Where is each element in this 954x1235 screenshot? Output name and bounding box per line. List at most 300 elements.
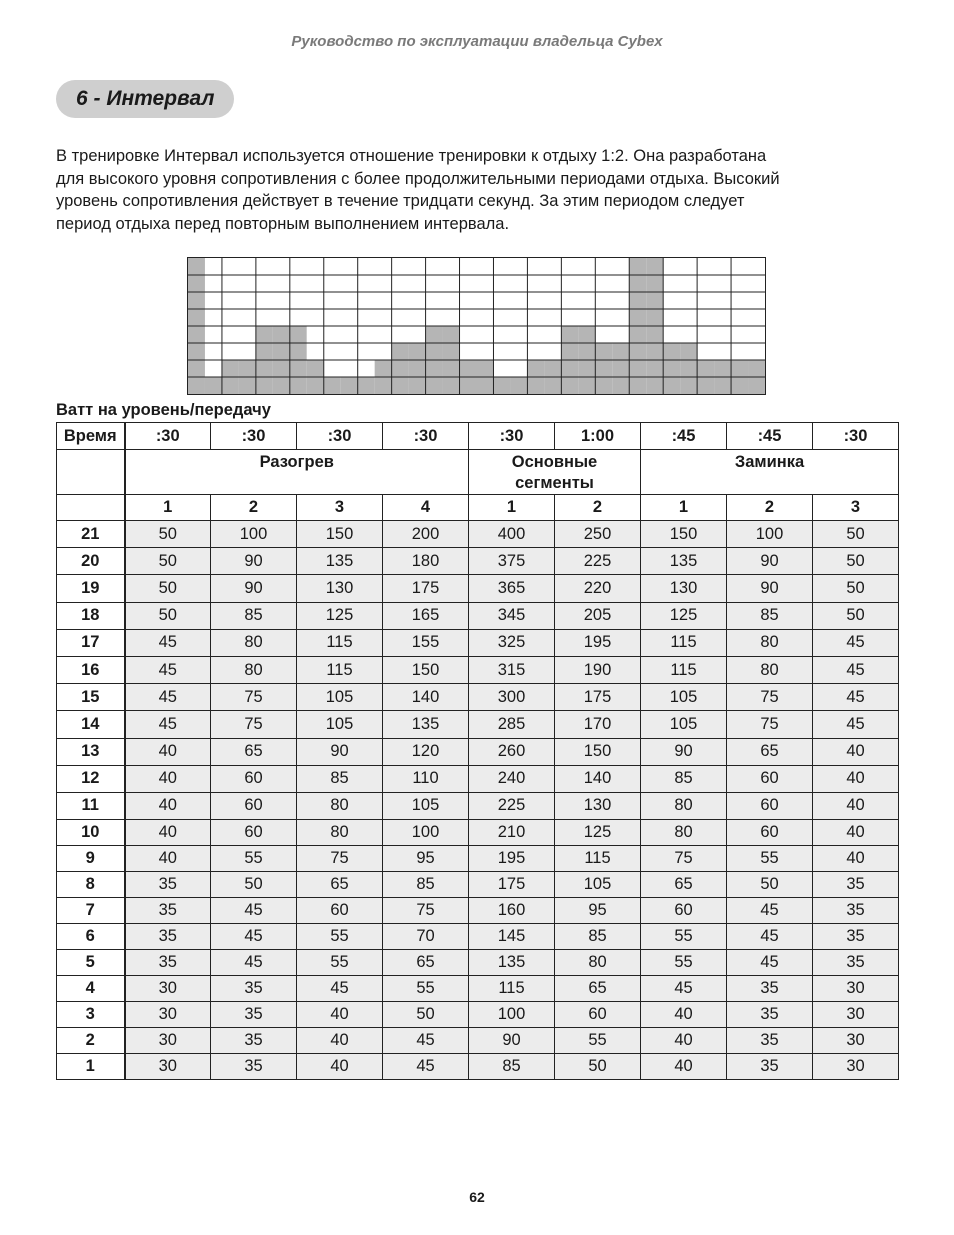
profile-bar-cell — [748, 360, 765, 377]
profile-empty-cell — [460, 258, 477, 275]
segment-cell: 1 — [469, 495, 555, 521]
watt-cell: 30 — [125, 1002, 211, 1028]
profile-empty-cell — [460, 292, 477, 309]
segment-cell: 2 — [555, 495, 641, 521]
profile-bar-cell — [544, 377, 561, 394]
profile-empty-cell — [731, 292, 748, 309]
profile-empty-cell — [527, 292, 544, 309]
profile-empty-cell — [307, 258, 324, 275]
watt-cell: 260 — [469, 738, 555, 765]
profile-bar-cell — [646, 275, 663, 292]
profile-empty-cell — [426, 258, 443, 275]
profile-empty-cell — [510, 309, 527, 326]
profile-empty-cell — [561, 275, 578, 292]
table-row — [57, 711, 899, 738]
profile-empty-cell — [731, 258, 748, 275]
watt-cell: 60 — [211, 792, 297, 819]
profile-bar-cell — [477, 377, 494, 394]
table-row — [57, 1002, 899, 1028]
profile-empty-cell — [222, 275, 239, 292]
profile-empty-cell — [205, 326, 222, 343]
segment-cell: 2 — [211, 495, 297, 521]
profile-empty-cell — [341, 360, 358, 377]
profile-empty-cell — [341, 309, 358, 326]
level-cell: 14 — [57, 711, 125, 738]
watt-cell: 45 — [211, 898, 297, 924]
profile-empty-cell — [544, 275, 561, 292]
profile-empty-cell — [375, 292, 392, 309]
profile-empty-cell — [392, 292, 409, 309]
watt-cell: 45 — [813, 711, 899, 738]
profile-bar-cell — [646, 377, 663, 394]
watt-cell: 205 — [555, 602, 641, 629]
profile-empty-cell — [493, 258, 510, 275]
profile-empty-cell — [443, 309, 460, 326]
profile-empty-cell — [392, 275, 409, 292]
watt-cell: 40 — [125, 820, 211, 846]
watt-cell: 85 — [469, 1054, 555, 1080]
level-cell: 4 — [57, 976, 125, 1002]
profile-empty-cell — [341, 275, 358, 292]
watt-cell: 155 — [383, 629, 469, 656]
table-row — [57, 765, 899, 792]
watt-cell: 135 — [297, 548, 383, 575]
watt-cell: 55 — [297, 950, 383, 976]
profile-bar-cell — [510, 377, 527, 394]
group-warmup: Разогрев — [125, 450, 469, 495]
profile-empty-cell — [290, 292, 307, 309]
profile-empty-cell — [205, 258, 222, 275]
profile-empty-cell — [358, 309, 375, 326]
profile-bar-cell — [646, 343, 663, 360]
profile-empty-cell — [544, 309, 561, 326]
profile-empty-cell — [239, 258, 256, 275]
watt-cell: 30 — [813, 976, 899, 1002]
profile-empty-cell — [527, 343, 544, 360]
profile-empty-cell — [544, 258, 561, 275]
profile-empty-cell — [697, 309, 714, 326]
watt-cell: 125 — [641, 602, 727, 629]
profile-empty-cell — [510, 275, 527, 292]
watt-cell: 115 — [297, 629, 383, 656]
profile-empty-cell — [409, 326, 426, 343]
profile-empty-cell — [544, 326, 561, 343]
watt-cell: 240 — [469, 765, 555, 792]
watt-cell: 100 — [211, 521, 297, 548]
watt-cell: 400 — [469, 521, 555, 548]
time-cell: :30 — [211, 423, 297, 450]
profile-empty-cell — [510, 343, 527, 360]
watt-cell: 75 — [297, 846, 383, 872]
profile-bar-cell — [341, 377, 358, 394]
profile-bar-cell — [375, 360, 392, 377]
profile-empty-cell — [697, 326, 714, 343]
profile-empty-cell — [731, 326, 748, 343]
profile-bar-cell — [663, 377, 680, 394]
profile-bar-cell — [188, 343, 205, 360]
profile-bar-cell — [646, 360, 663, 377]
group-row — [57, 450, 899, 495]
profile-empty-cell — [680, 275, 697, 292]
watt-cell: 175 — [555, 684, 641, 711]
watt-cell: 55 — [727, 846, 813, 872]
profile-bar-cell — [561, 360, 578, 377]
profile-empty-cell — [307, 326, 324, 343]
page-number: 62 — [469, 1189, 485, 1205]
profile-bar-cell — [290, 343, 307, 360]
segment-cell: 1 — [641, 495, 727, 521]
time-cell: 1:00 — [555, 423, 641, 450]
profile-empty-cell — [222, 343, 239, 360]
profile-empty-cell — [714, 343, 731, 360]
profile-bar-cell — [460, 377, 477, 394]
profile-empty-cell — [239, 343, 256, 360]
watt-cell: 45 — [297, 976, 383, 1002]
segment-cell: 4 — [383, 495, 469, 521]
watt-cell: 75 — [383, 898, 469, 924]
profile-bar-cell — [222, 377, 239, 394]
profile-empty-cell — [578, 275, 595, 292]
profile-bar-cell — [697, 360, 714, 377]
profile-empty-cell — [205, 292, 222, 309]
profile-empty-cell — [256, 258, 273, 275]
profile-bar-cell — [324, 377, 341, 394]
profile-bar-cell — [307, 377, 324, 394]
profile-empty-cell — [697, 343, 714, 360]
group-label-blank — [57, 450, 125, 495]
profile-empty-cell — [290, 309, 307, 326]
watt-cell: 35 — [125, 924, 211, 950]
profile-empty-cell — [680, 309, 697, 326]
watt-cell: 375 — [469, 548, 555, 575]
profile-bar-cell — [561, 377, 578, 394]
profile-bar-cell — [290, 377, 307, 394]
watt-cell: 285 — [469, 711, 555, 738]
watt-cell: 50 — [555, 1054, 641, 1080]
profile-empty-cell — [341, 326, 358, 343]
profile-bar-cell — [646, 326, 663, 343]
watt-cell: 45 — [125, 656, 211, 683]
profile-empty-cell — [392, 258, 409, 275]
watt-cell: 160 — [469, 898, 555, 924]
watt-cell: 130 — [297, 575, 383, 602]
watt-cell: 55 — [555, 1028, 641, 1054]
profile-empty-cell — [663, 258, 680, 275]
watt-cell: 190 — [555, 656, 641, 683]
table-row — [57, 521, 899, 548]
watt-cell: 30 — [813, 1002, 899, 1028]
watt-cell: 80 — [555, 950, 641, 976]
watt-cell: 45 — [727, 950, 813, 976]
watt-cell: 60 — [555, 1002, 641, 1028]
profile-empty-cell — [748, 275, 765, 292]
table-row — [57, 950, 899, 976]
table-row — [57, 629, 899, 656]
profile-empty-cell — [697, 258, 714, 275]
profile-empty-cell — [477, 275, 494, 292]
profile-empty-cell — [375, 343, 392, 360]
profile-bar-cell — [527, 360, 544, 377]
watt-cell: 45 — [383, 1028, 469, 1054]
profile-bar-cell — [443, 377, 460, 394]
watt-cell: 45 — [813, 656, 899, 683]
watt-cell: 175 — [469, 872, 555, 898]
watt-cell: 100 — [469, 1002, 555, 1028]
profile-empty-cell — [477, 343, 494, 360]
watt-cell: 80 — [297, 820, 383, 846]
table-row — [57, 602, 899, 629]
profile-empty-cell — [527, 258, 544, 275]
intro-line: В тренировке Интервал используется отношение тренировки к отдыху 1:2. Она разработана — [56, 147, 767, 165]
watt-cell: 35 — [727, 1002, 813, 1028]
profile-empty-cell — [680, 326, 697, 343]
watt-cell: 75 — [211, 711, 297, 738]
watt-cell: 170 — [555, 711, 641, 738]
profile-empty-cell — [358, 343, 375, 360]
table-row — [57, 872, 899, 898]
profile-bar-cell — [561, 326, 578, 343]
time-cell: :45 — [641, 423, 727, 450]
level-cell: 7 — [57, 898, 125, 924]
time-label: Время — [57, 423, 125, 450]
watt-cell: 345 — [469, 602, 555, 629]
profile-empty-cell — [273, 292, 290, 309]
level-cell: 17 — [57, 629, 125, 656]
profile-bar-cell — [646, 309, 663, 326]
level-cell: 1 — [57, 1054, 125, 1080]
watt-cell: 80 — [641, 792, 727, 819]
profile-empty-cell — [714, 292, 731, 309]
profile-bar-cell — [290, 326, 307, 343]
profile-empty-cell — [460, 326, 477, 343]
profile-bar-cell — [714, 360, 731, 377]
watt-cell: 105 — [641, 711, 727, 738]
profile-empty-cell — [493, 326, 510, 343]
profile-bar-cell — [239, 377, 256, 394]
profile-empty-cell — [205, 309, 222, 326]
watt-cell: 140 — [383, 684, 469, 711]
table-row — [57, 898, 899, 924]
profile-empty-cell — [239, 275, 256, 292]
watt-cell: 65 — [297, 872, 383, 898]
profile-bar-cell — [731, 377, 748, 394]
table-row — [57, 792, 899, 819]
watt-cell: 35 — [125, 872, 211, 898]
time-cell: :45 — [727, 423, 813, 450]
watt-cell: 80 — [297, 792, 383, 819]
profile-bar-cell — [629, 292, 646, 309]
profile-empty-cell — [324, 326, 341, 343]
profile-empty-cell — [595, 275, 612, 292]
profile-empty-cell — [561, 292, 578, 309]
level-cell: 8 — [57, 872, 125, 898]
profile-empty-cell — [527, 275, 544, 292]
profile-bar-cell — [188, 309, 205, 326]
watt-cell: 135 — [383, 711, 469, 738]
profile-empty-cell — [748, 258, 765, 275]
watt-cell: 110 — [383, 765, 469, 792]
profile-bar-cell — [290, 360, 307, 377]
watt-cell: 90 — [727, 548, 813, 575]
profile-empty-cell — [477, 258, 494, 275]
watt-cell: 35 — [125, 950, 211, 976]
profile-empty-cell — [612, 292, 629, 309]
watt-cell: 50 — [813, 602, 899, 629]
profile-empty-cell — [595, 326, 612, 343]
table-row — [57, 924, 899, 950]
watt-cell: 125 — [297, 602, 383, 629]
profile-bar-cell — [443, 360, 460, 377]
profile-empty-cell — [290, 258, 307, 275]
table-row — [57, 738, 899, 765]
intro-line: уровень сопротивления действует в течение тридцати секунд. За этим периодом следует — [56, 192, 745, 211]
profile-empty-cell — [443, 258, 460, 275]
profile-bar-cell — [663, 343, 680, 360]
profile-empty-cell — [273, 309, 290, 326]
profile-bar-cell — [256, 360, 273, 377]
watt-cell: 60 — [727, 765, 813, 792]
watt-cell: 55 — [211, 846, 297, 872]
profile-bar-cell — [222, 360, 239, 377]
profile-empty-cell — [358, 292, 375, 309]
profile-empty-cell — [477, 326, 494, 343]
watt-cell: 40 — [125, 738, 211, 765]
watt-cell: 180 — [383, 548, 469, 575]
profile-bar-cell — [188, 360, 205, 377]
watt-cell: 85 — [641, 765, 727, 792]
watt-cell: 40 — [641, 1002, 727, 1028]
profile-empty-cell — [493, 360, 510, 377]
profile-empty-cell — [510, 326, 527, 343]
watt-cell: 150 — [383, 656, 469, 683]
profile-bar-cell — [273, 326, 290, 343]
profile-empty-cell — [663, 292, 680, 309]
watt-cell: 45 — [727, 898, 813, 924]
watt-cell: 85 — [297, 765, 383, 792]
profile-empty-cell — [731, 309, 748, 326]
table-row — [57, 1028, 899, 1054]
profile-bar-cell — [663, 360, 680, 377]
profile-bar-cell — [527, 377, 544, 394]
profile-empty-cell — [392, 326, 409, 343]
profile-empty-cell — [595, 292, 612, 309]
watt-cell: 50 — [125, 548, 211, 575]
time-cell: :30 — [383, 423, 469, 450]
watt-cell: 200 — [383, 521, 469, 548]
profile-empty-cell — [714, 326, 731, 343]
watt-cell: 40 — [125, 765, 211, 792]
profile-empty-cell — [222, 258, 239, 275]
profile-empty-cell — [561, 309, 578, 326]
watt-cell: 30 — [125, 1028, 211, 1054]
group-cooldown: Заминка — [641, 450, 899, 495]
watt-cell: 80 — [211, 656, 297, 683]
profile-bar-cell — [748, 377, 765, 394]
profile-bar-cell — [646, 258, 663, 275]
profile-empty-cell — [409, 292, 426, 309]
watt-cell: 30 — [813, 1028, 899, 1054]
profile-bar-cell — [629, 275, 646, 292]
profile-empty-cell — [527, 309, 544, 326]
level-cell: 21 — [57, 521, 125, 548]
watt-cell: 90 — [469, 1028, 555, 1054]
watt-cell: 45 — [125, 684, 211, 711]
profile-empty-cell — [443, 292, 460, 309]
profile-bar-cell — [612, 377, 629, 394]
watt-cell: 150 — [641, 521, 727, 548]
profile-bar-cell — [256, 377, 273, 394]
profile-empty-cell — [426, 275, 443, 292]
watt-cell: 315 — [469, 656, 555, 683]
profile-empty-cell — [510, 292, 527, 309]
watt-cell: 35 — [813, 872, 899, 898]
profile-empty-cell — [392, 309, 409, 326]
watt-cell: 40 — [813, 820, 899, 846]
profile-bar-cell — [188, 292, 205, 309]
watt-cell: 35 — [211, 1028, 297, 1054]
watt-cell: 40 — [641, 1028, 727, 1054]
watt-cell: 60 — [641, 898, 727, 924]
profile-bar-cell — [629, 360, 646, 377]
profile-empty-cell — [612, 258, 629, 275]
profile-empty-cell — [748, 326, 765, 343]
watt-cell: 35 — [727, 1028, 813, 1054]
profile-empty-cell — [477, 292, 494, 309]
profile-bar-cell — [697, 377, 714, 394]
profile-empty-cell — [426, 292, 443, 309]
watt-cell: 95 — [555, 898, 641, 924]
time-cell: :30 — [469, 423, 555, 450]
time-cell: :30 — [125, 423, 211, 450]
profile-empty-cell — [307, 275, 324, 292]
table-row — [57, 846, 899, 872]
profile-empty-cell — [324, 309, 341, 326]
watt-cell: 75 — [727, 684, 813, 711]
watt-cell: 45 — [211, 924, 297, 950]
profile-empty-cell — [443, 275, 460, 292]
section-title: 6 - Интервал — [56, 80, 234, 118]
profile-bar-cell — [646, 292, 663, 309]
profile-empty-cell — [409, 309, 426, 326]
segment-cell: 1 — [125, 495, 211, 521]
watt-cell: 225 — [555, 548, 641, 575]
watt-cell: 50 — [383, 1002, 469, 1028]
watt-cell: 30 — [813, 1054, 899, 1080]
watt-cell: 50 — [125, 521, 211, 548]
profile-empty-cell — [493, 343, 510, 360]
watt-cell: 195 — [469, 846, 555, 872]
time-cell: :30 — [297, 423, 383, 450]
watt-cell: 105 — [297, 711, 383, 738]
profile-empty-cell — [358, 258, 375, 275]
watt-cell: 40 — [813, 738, 899, 765]
profile-bar-cell — [578, 360, 595, 377]
profile-empty-cell — [358, 275, 375, 292]
watt-cell: 165 — [383, 602, 469, 629]
profile-empty-cell — [205, 360, 222, 377]
segment-cell: 3 — [297, 495, 383, 521]
watt-cell: 50 — [125, 575, 211, 602]
profile-bar-cell — [392, 377, 409, 394]
watts-table — [56, 422, 899, 1080]
watt-cell: 35 — [211, 1054, 297, 1080]
profile-bar-cell — [188, 326, 205, 343]
profile-empty-cell — [273, 258, 290, 275]
watt-cell: 75 — [727, 711, 813, 738]
watt-cell: 60 — [727, 792, 813, 819]
watt-cell: 50 — [727, 872, 813, 898]
watt-cell: 140 — [555, 765, 641, 792]
